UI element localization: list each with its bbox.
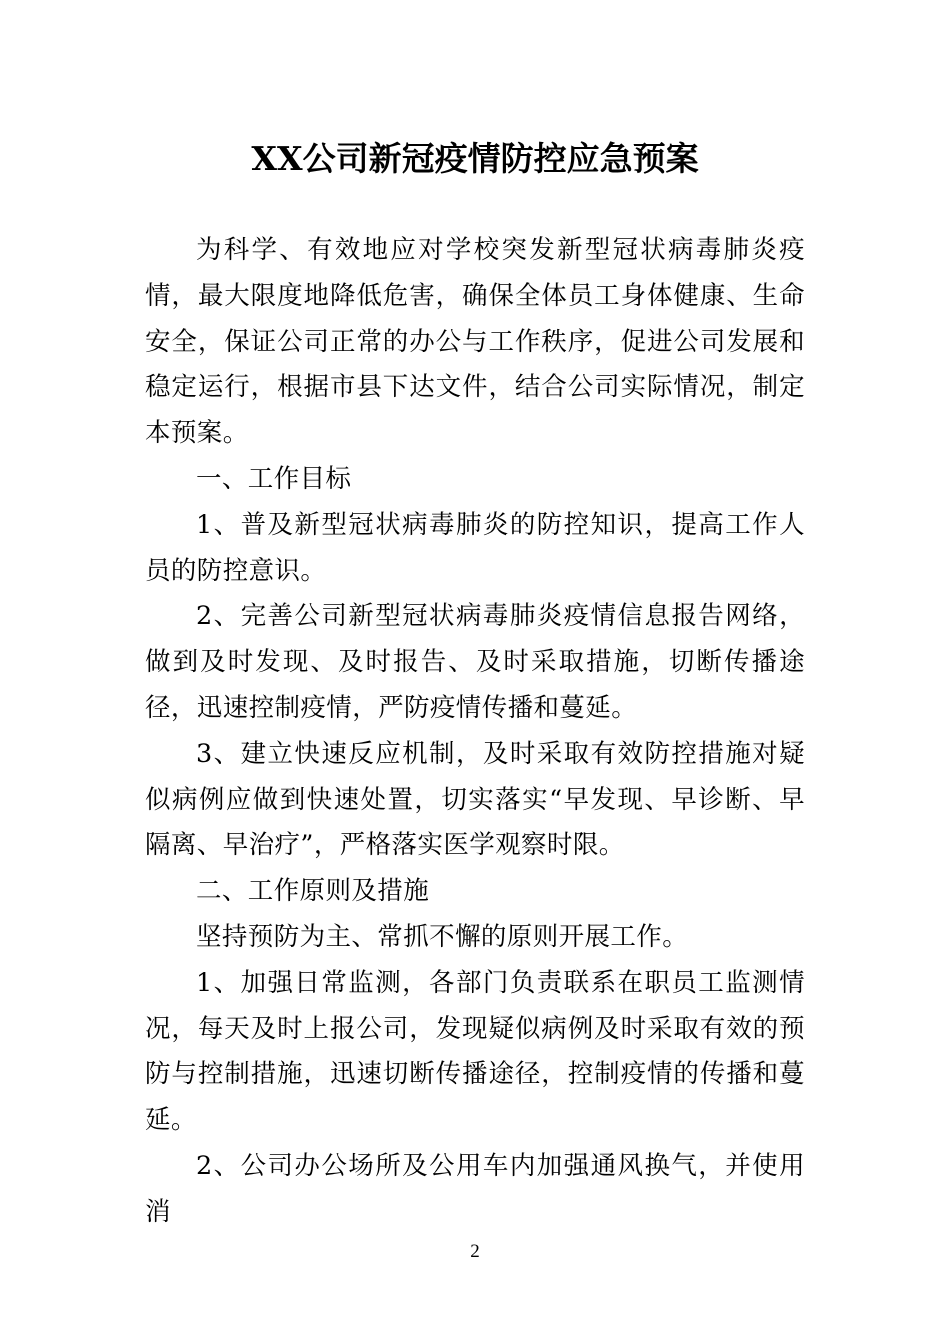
paragraph-measure-1: 1、加强日常监测，各部门负责联系在职员工监测情况，每天及时上报公司，发现疑似病例及时采取有效的预防与控制措施，迅速切断传播途径，控制疫情的传播和蔓延。 bbox=[145, 967, 805, 1136]
document-title: XX公司新冠疫情防控应急预案 bbox=[251, 139, 699, 178]
paragraph-measure-2: 2、公司办公场所及公用车内加强通风换气，并使用消 bbox=[145, 1150, 805, 1227]
paragraph-principle: 坚持预防为主、常抓不懈的原则开展工作。 bbox=[196, 921, 689, 952]
paragraph-goal-3: 3、建立快速反应机制，及时采取有效防控措施对疑似病例应做到快速处置，切实落实“早发现、早诊断、早隔离、早治疗”，严格落实医学观察时限。 bbox=[145, 738, 805, 861]
page-number: 2 bbox=[470, 1241, 480, 1262]
section-heading-principles: 二、工作原则及措施 bbox=[196, 876, 430, 907]
document-body bbox=[145, 228, 805, 1236]
paragraph-intro: 为科学、有效地应对学校突发新型冠状病毒肺炎疫情，最大限度地降低危害，确保全体员工身体健康、生命安全，保证公司正常的办公与工作秩序，促进公司发展和稳定运行，根据市县下达文件，结合公司实际情况，制定本预案。 bbox=[145, 235, 805, 449]
section-heading-goals: 一、工作目标 bbox=[196, 463, 352, 494]
paragraph-goal-1: 1、普及新型冠状病毒肺炎的防控知识，提高工作人员的防控意识。 bbox=[145, 509, 805, 586]
paragraph-goal-2: 2、完善公司新型冠状病毒肺炎疫情信息报告网络，做到及时发现、及时报告、及时采取措施，切断传播途径，迅速控制疫情，严防疫情传播和蔓延。 bbox=[145, 601, 805, 723]
